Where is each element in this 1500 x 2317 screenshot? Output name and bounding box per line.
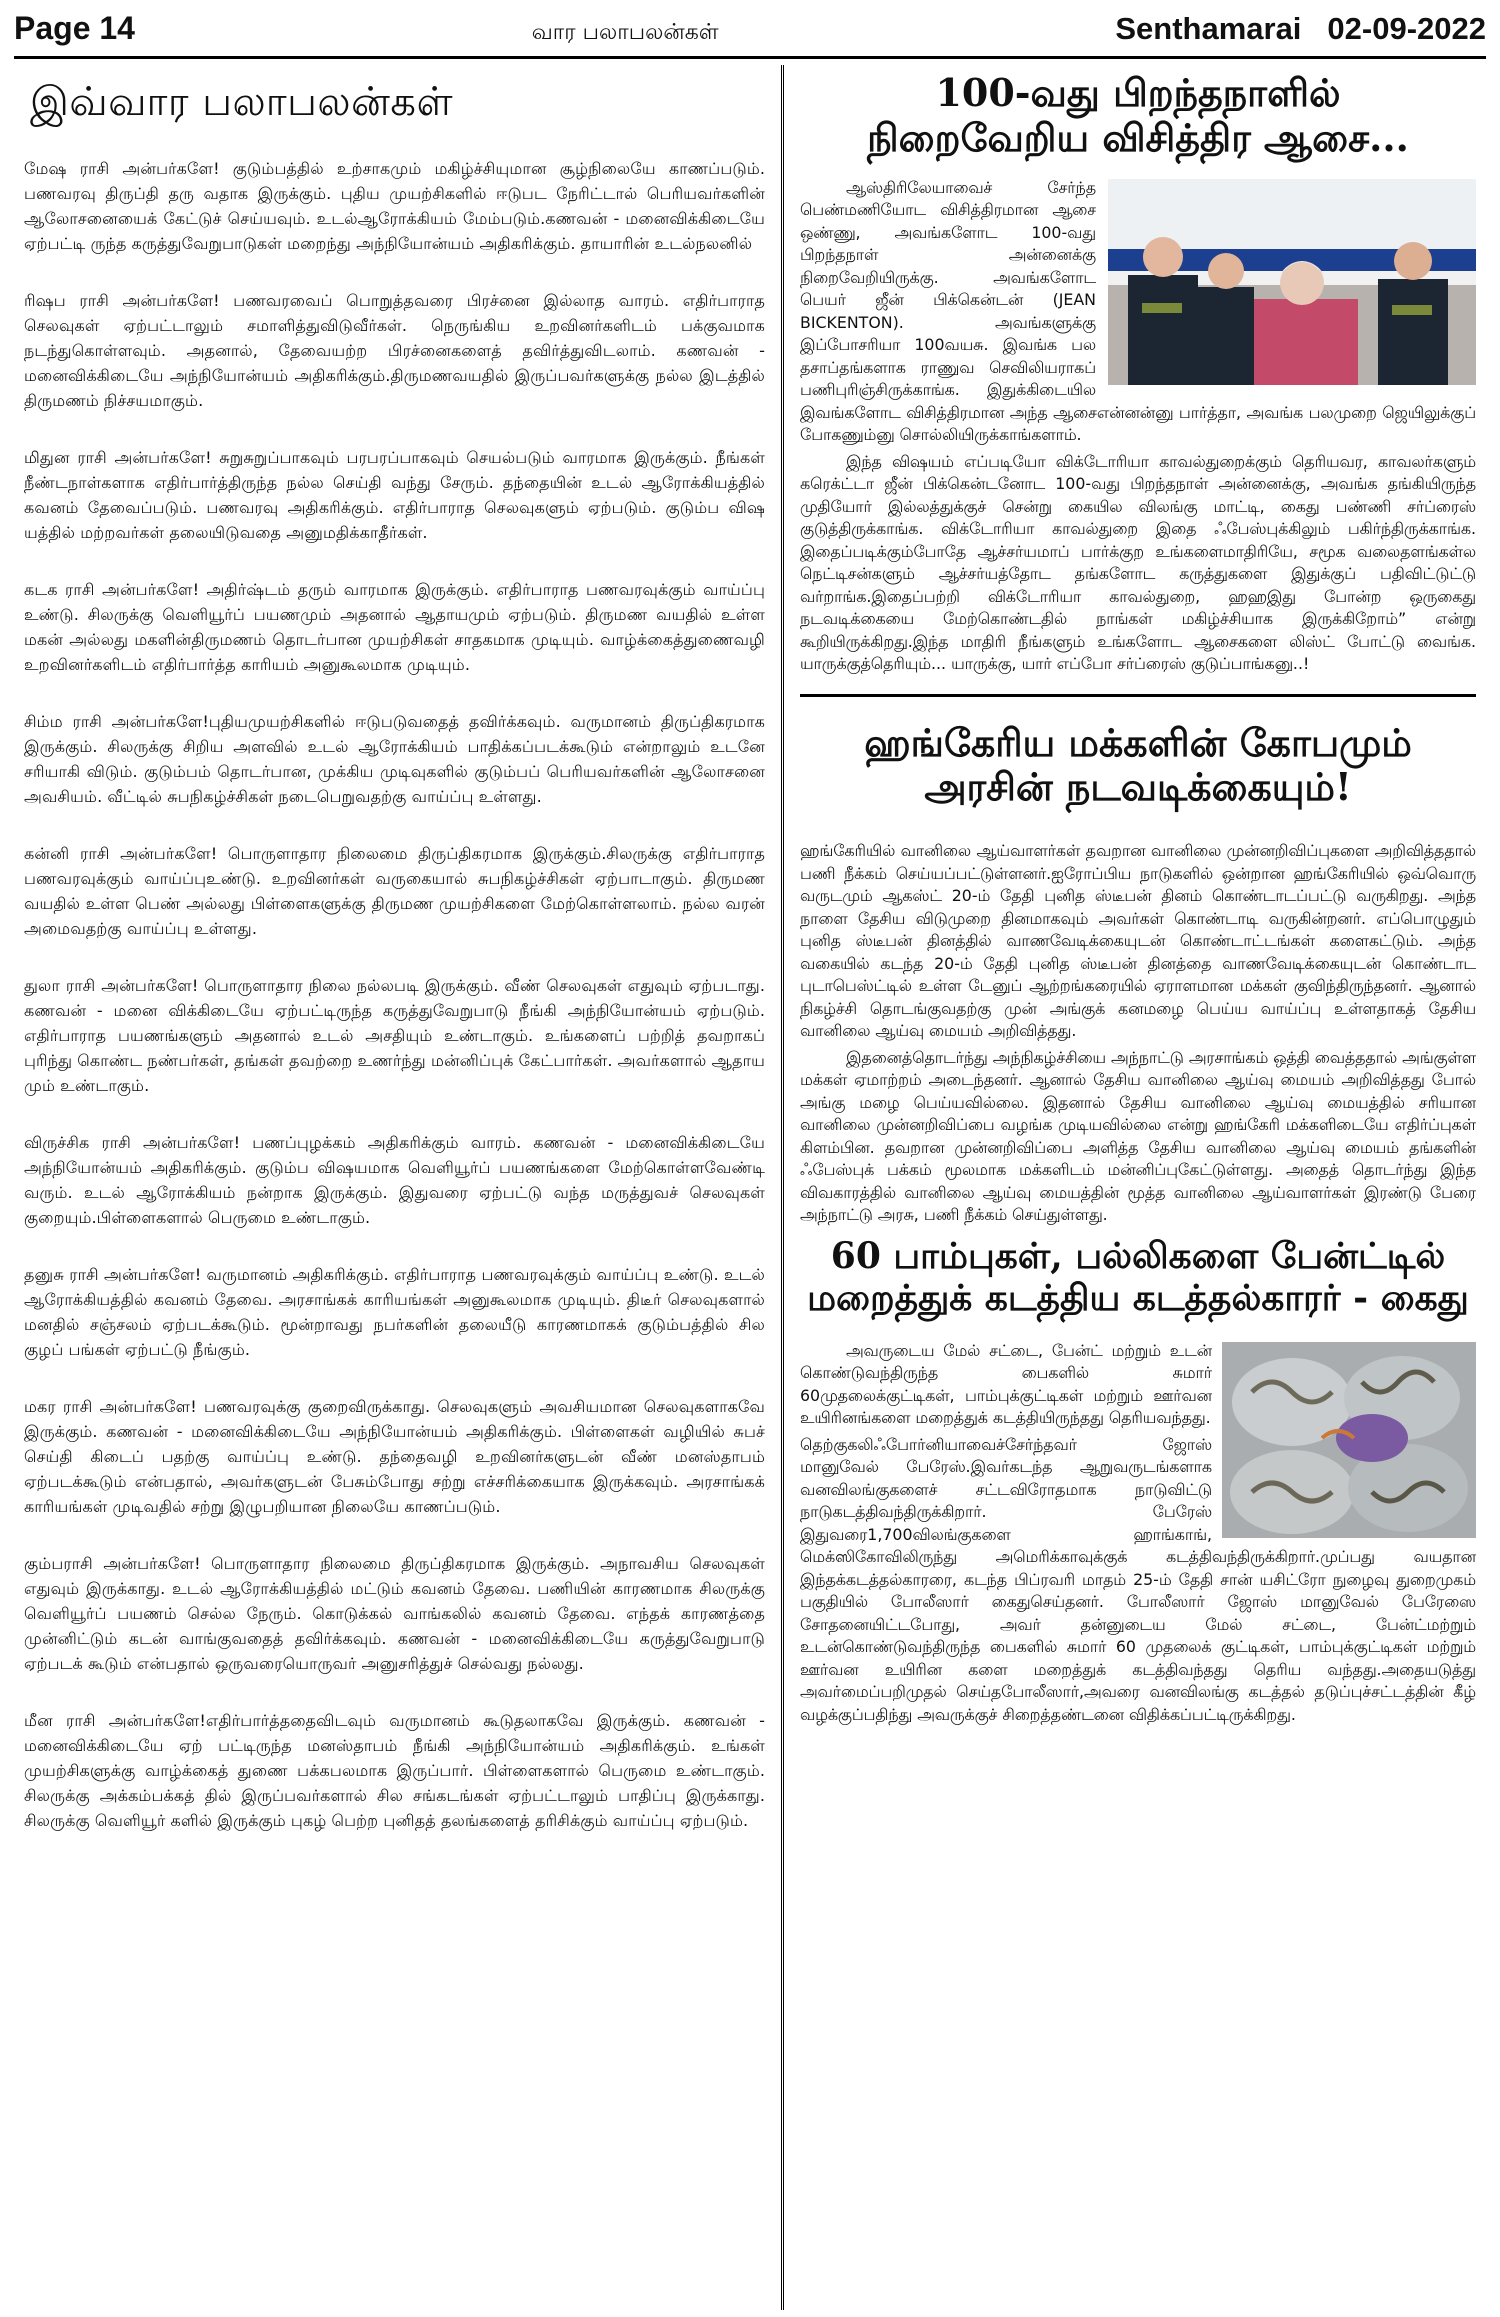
article-hungary-weather	[800, 721, 1476, 1227]
article-birthday-title	[800, 71, 1476, 161]
horoscope-paragraph-mithunam: மிதுன ராசி அன்பர்களே! சுறுசுறுப்பாகவும் பரபரப்பாகவும் செயல்படும் வாரமாக இருக்கும். நீங்கள் நீண்டநாள்களாக எதிர்பார்த்திருந்த நல்ல செய்தி வந்து சேரும். தந்தையின் உடல் ஆரோக்கியத்தில் கவனம் தேவைப்படும். பணவரவு அதிகரிக்கும். எதிர்பாராத செலவுகளும் ஏற்படும். குடும்ப விஷ யத்தில் மற்றவர்கள் தலையிடுவதை அனுமதிக்காதீர்கள்.	[24, 448, 765, 542]
article-birthday-paragraph-1: ஆஸ்திரிலேயாவைச் சேர்ந்த பெண்மணியோட விசித்திரமான ஆசை ஒண்ணு, அவங்களோட 100-வது பிறந்தநாள் அன்னைக்கு நிறைவேறியிருக்கு. அவங்களோட பெயர் ஜீன் பிக்கென்டன் (JEAN BICKENTON). அவங்களுக்கு இப்போசரியா 100வயசு. இவங்க பல தசாப்தங்களாக ராணுவ செவிலியராகப் பணிபுரிஞ்சிருக்காங்க. இதுக்கிடையில இவங்களோட விசித்திரமான அந்த ஆசைஎன்னன்னு பார்த்தா, அவங்க பலமுறை ஜெயிலுக்குப் போகணும்னு சொல்லியிருக்காங்களாம்.	[800, 177, 1476, 445]
article-snake-body	[800, 1340, 1476, 1727]
article-snake-photo	[1222, 1342, 1476, 1538]
article-snake-title-line-2: மறைத்துக் கடத்திய கடத்தல்காரர் - கைது	[807, 1277, 1469, 1320]
police-photo-image	[1108, 179, 1476, 385]
horoscope-paragraph-simmam: சிம்ம ராசி அன்பர்களே!புதியமுயற்சிகளில் ஈடுபடுவதைத் தவிர்க்கவும். வருமானம் திருப்திகரமாக இருக்கும். சிலருக்கு சிறிய அளவில் உடல் ஆரோக்கியம் பாதிக்கப்படக்கூடும் என்றாலும் உடனே சரியாகி விடும். குடும்பம் தொடர்பான, முக்கிய முடிவுகளில் குடும்பப் பெரியவர்களின் ஆலோசனை அவசியம். வீட்டில் சுபநிகழ்ச்சிகள் நடைபெறுவதற்கு வாய்ப்பு உள்ளது.	[24, 712, 765, 806]
article-hungary-title-line-1: ஹங்கேரிய மக்களின் கோபமும்	[864, 719, 1412, 765]
horoscope-paragraph-dhanusu: தனுசு ராசி அன்பர்களே! வருமானம் அதிகரிக்கும். எதிர்பாராத பணவரவுக்கும் வாய்ப்பு உண்டு. உடல் ஆரோக்கியத்தில் கவனம் தேவை. அரசாங்கக் காரியங்கள் அனுகூலமாக முடியும். திடீர் செலவுகளால் மனதில் சஞ்சலம் ஏற்படக்கூடும். மூன்றாவது நபர்களின் தலையீடு காரணமாகக் குடும்பத்தில் சில குழப் பங்கள் ஏற்பட்டு நீங்கும்.	[24, 1265, 765, 1359]
horoscope-paragraph-kanni: கன்னி ராசி அன்பர்களே! பொருளாதார நிலைமை திருப்திகரமாக இருக்கும்.சிலருக்கு எதிர்பாராத பணவரவுக்கும் வாய்ப்புஉண்டு. உறவினர்கள் வருகையால் சுபநிகழ்ச்சிகள் ஏற்பாடாகும். திருமண வயதில் உள்ள பெண் அல்லது பிள்ளைகளுக்கு திருமண முயற்சிகளை மேற்கொள்ளலாம். நல்ல வரன் அமைவதற்கு வாய்ப்பு உள்ளது.	[24, 844, 765, 938]
horoscope-paragraph-viruchigam: விருச்சிக ராசி அன்பர்களே! பணப்புழக்கம் அதிகரிக்கும் வாரம். கணவன் - மனைவிக்கிடையே அந்நியோன்யம் அதிகரிக்கும். குடும்ப விஷயமாக வெளியூர்ப் பயணங்களை மேற்கொள்ளவேண்டி வரும். உடல் ஆரோக்கியம் நன்றாக இருக்கும். இதுவரை ஏற்பட்டு வந்த மருத்துவச் செலவுகள் குறையும்.பிள்ளைகளால் பெருமை உண்டாகும்.	[24, 1133, 765, 1227]
article-birthday-paragraph-2: இந்த விஷயம் எப்படியோ விக்டோரியா காவல்துறைக்கும் தெரியவர, காவலர்களும் கரெக்ட்டா ஜீன் பிக்கென்டனோட 100-வது பிறந்தநாள் அன்னைக்கு, அவங்க தங்கியிருந்த முதியோர் இல்லத்துக்குச் சென்று கையில விலங்கு மாட்டி, கைது பண்ணி சர்ப்ரைஸ் குடுத்திருக்காங்க. விக்டோரியா காவல்துறை இதை ஃபேஸ்புக்கிலும் பகிர்ந்திருக்காங்க. இதைப்படிக்கும்போதே ஆச்சர்யமாப் பார்க்குற உங்களைமாதிரியே, சமூக வலைதளங்கள்ல நெட்டிசன்களும் ஆச்சர்யத்தோட தங்களோட கருத்துகளை இதுக்குப் பதிவிட்டுட்டு வர்றாங்க.இதைப்பற்றி விக்டோரியா காவல்துறை, ஹஹஇது போன்ற ஒருகைது நடவடிக்கையை மேற்கொண்டதில் நாங்கள் மகிழ்ச்சியாக இருக்கிறோம்” என்று கூறியிருக்கிறது.இந்த மாதிரி நீங்களும் உங்களோட ஆசைகளை லிஸ்ட் போட்டு வைங்க. யாருக்குத்தெரியும்... யாருக்கு, யார் எப்போ சர்ப்ரைஸ் குடுப்பாங்கனு..!	[800, 451, 1476, 674]
article-hungary-paragraph-2: இதனைத்தொடர்ந்து அந்நிகழ்ச்சியை அந்நாட்டு அரசாங்கம் ஒத்தி வைத்ததால் அங்குள்ள மக்கள் ஏமாற்றம் அடைந்தனர். ஆனால் தேசிய வானிலை ஆய்வு மையம் அறிவித்தது போல் அங்கு மழை பெய்யவில்லை. இதனால் தேசிய வானிலை ஆய்வு மையத்தில் சரியான வானிலை முன்னறிவிப்பை வழங்க முடியவில்லை என்று ஹங்கேரி மக்களிடையே எதிர்ப்புகள் கிளம்பின. தவறான முன்னறிவிப்பை அளித்த தேசிய வானிலை ஆய்வு மையம் தங்களின் ஃபேஸ்புக் பக்கம் மூலமாக மக்களிடம் மன்னிப்புகேட்டுள்ளது. அதைத் தொடர்ந்து இந்த விவகாரத்தில் வானிலை ஆய்வு மையத்தின் மூத்த வானிலை ஆய்வாளர்கள் இரண்டு பேரை அந்நாட்டு அரசு, பணி நீக்கம் செய்துள்ளது.	[800, 1047, 1476, 1225]
issue-date: 02-09-2022	[1327, 11, 1486, 46]
article-birthday-title-line-2: நிறைவேறிய விசித்திர ஆசை...	[867, 114, 1409, 160]
news-column	[784, 65, 1476, 2310]
section-name: வார பலாபலன்கள்	[531, 20, 719, 45]
article-hungary-paragraph-1: ஹங்கேரியில் வானிலை ஆய்வாளர்கள் தவறான வானிலை முன்னறிவிப்புகளை அறிவித்ததால் பணி நீக்கம் செய்யப்பட்டுள்ளனர்.ஐரோப்பிய நாடுகளில் ஒன்றான ஹங்கேரியில் ஒவ்வொரு வருடமும் ஆகஸ்ட் 20-ம் தேதி புனித ஸ்டீபன் தினம் கொண்டாடப்பட்டு வருகிறது. அந்த நாளை தேசிய விடுமுறை தினமாகவும் அவர்கள் கொண்டாடி வருகின்றனர். எப்பொழுதும் புனித ஸ்டீபன் தினத்தில் வாணவேடிக்கையுடன் கொண்டாட்டங்கள் களைகட்டும். அந்த வகையில் கடந்த 20-ம் தேதி புனித ஸ்டீபன் தினத்தை வாணவேடிக்கையுடன் கொண்டாட புடாபெஸ்ட்டில் உள்ள டேனுப் ஆற்றங்கரையில் ஏராளமான மக்கள் குவிந்திருந்தனர். ஆனால் நிகழ்ச்சி தொடங்குவதற்கு முன் அங்குக் கனமழை பெய்ய வாய்ப்பு உள்ளதாகத் தேசிய வானிலை ஆய்வு மையம் அறிவித்தது.	[800, 841, 1476, 1041]
page-columns	[14, 65, 1486, 2310]
horoscope-paragraph-meenam: மீன ராசி அன்பர்களே!எதிர்பார்த்ததைவிடவும் வருமானம் கூடுதலாகவே இருக்கும். கணவன் - மனைவிக்கிடையே ஏற் பட்டிருந்த மனஸ்தாபம் நீங்கி அந்நியோன்யம் அதிகரிக்கும். உங்கள் முயற்சிகளுக்கு வாழ்க்கைத் துணை பக்கபலமாக இருப்பார். பிள்ளைகளால் பெருமை உண்டாகும். சிலருக்கு அக்கம்பக்கத் தில் இருப்பவர்களால் சில சங்கடங்கள் ஏற்பட்டாலும் பாதிப்பு இருக்காது. சிலருக்கு வெளியூர் களில் இருக்கும் புகழ் பெற்ற புனிதத் தலங்களைத் தரிசிக்கும் வாய்ப்பு ஏற்படும்.	[24, 1711, 765, 1830]
page-number: Page 14	[14, 10, 135, 46]
horoscope-paragraph-thulam: துலா ராசி அன்பர்களே! பொருளாதார நிலை நல்லபடி இருக்கும். வீண் செலவுகள் எதுவும் ஏற்படாது. கணவன் - மனை விக்கிடையே ஏற்பட்டிருந்த கருத்துவேறுபாடு நீங்கி அந்நியோன்யம் ஏற்படும். எதிர்பாராத பயணங்களும் அதனால் உடல் அசதியும் உண்டாகும். உங்களைப் பற்றித் தவறாகப் புரிந்து கொண்ட நண்பர்கள், தங்கள் தவற்றை உணர்ந்து மன்னிப்புக் கேட்பார்கள். அவர்களால் ஆதாய மும் உண்டாகும்.	[24, 976, 765, 1095]
article-birthday-title-line-1: 100-வது பிறந்தநாளில்	[935, 70, 1341, 115]
horoscope-body	[24, 156, 765, 1833]
article-snake-paragraph-1: அவருடைய மேல் சட்டை, பேன்ட் மற்றும் உடன் கொண்டுவந்திருந்த பைகளில் சுமார் 60முதலைக்குட்டிகள், பாம்புக்குட்டிகள் மற்றும் ஊர்வன உயிரினங்களை மறைத்துக் கடத்தியிருந்தது தெரியவந்தது.	[800, 1340, 1212, 1428]
horoscope-paragraph-kumbam: கும்பராசி அன்பர்களே! பொருளாதார நிலைமை திருப்திகரமாக இருக்கும். அநாவசிய செலவுகள் எதுவும் இருக்காது. உடல் ஆரோக்கியத்தில் மட்டும் கவனம் தேவை. பணியின் காரணமாக சிலருக்கு வெளியூர்ப் பயணம் செல்ல நேரும். கொடுக்கல் வாங்கலில் கவனம் தேவை. எந்தக் காரணத்தை முன்னிட்டும் கடன் வாங்குவதைத் தவிர்க்கவும். கணவன் - மனைவிக்கிடையே கருத்துவேறுபாடு ஏற்படக் கூடும் என்பதால் ஒருவரையொருவர் அனுசரித்துச் செல்வது நல்லது.	[24, 1554, 765, 1673]
article-snake-paragraph-2: தெற்குகலிஃபோர்னியாவைச்சேர்ந்தவர் ஜோஸ் மானுவேல் பேரேஸ்.இவர்கடந்த ஆறுவருடங்களாக வனவிலங்குகளைச் சட்டவிரோதமாக நாடுவிட்டு நாடுகடத்திவந்திருக்கிறார். பேரேஸ் இதுவரை1,700விலங்குகளை ஹாங்காங், மெக்ஸிகோவிலிருந்து அமெரிக்காவுக்குக் கடத்திவந்திருக்கிறார்.முப்பது வயதான இந்தக்கடத்தல்காரரை, கடந்த பிப்ரவரி மாதம் 25-ம் தேதி சான் யசிட்ரோ நுழைவு துறைமுகம் பகுதியில் போலீஸார் கைதுசெய்தனர். போலீஸார் ஜோஸ் மானுவேல் பேரேஸை சோதனையிட்டபோது, அவர் தன்னுடைய மேல் சட்டை, பேன்ட்மற்றும் உடன்கொண்டுவந்திருந்த பைகளில் சுமார் 60 முதலைக் குட்டிகள், பாம்புக்குட்டிகள் மற்றும் ஊர்வன உயிரின களை மறைத்துக் கடத்திவந்தது தெரிய வந்தது.அதையடுத்து அவர்மைப்பறிமுதல் செய்தபோலீஸார்,அவரை வனவிலங்கு கடத்தல் தடுப்புச்சட்டத்தின் கீழ் வழக்குப்பதிந்து அவருக்குச் சிறைத்தண்டனை விதிக்கப்பட்டிருக்கிறது.	[800, 1434, 1476, 1724]
paper-name: Senthamarai	[1115, 11, 1302, 46]
horoscope-paragraph-rishabam: ரிஷப ராசி அன்பர்களே! பணவரவைப் பொறுத்தவரை பிரச்னை இல்லாத வாரம். எதிர்பாராத செலவுகள் ஏற்பட்டாலும் சமாளித்துவிடுவீர்கள். நெருங்கிய உறவினர்களிடம் பக்குவமாக நடந்துகொள்ளவும். அதனால், தேவையற்ற பிரச்னைகளைத் தவிர்த்துவிடலாம். கணவன் - மனைவிக்கிடையே அந்நியோன்யம் அதிகரிக்கும்.திருமணவயதில் இருப்பவர்களுக்கு நல்ல இடத்தில் திருமணம் நிச்சயமாகும்.	[24, 291, 765, 410]
horoscope-paragraph-mesham: மேஷ ராசி அன்பர்களே! குடும்பத்தில் உற்சாகமும் மகிழ்ச்சியுமான சூழ்நிலையே காணப்படும். பணவரவு திருப்தி தரு வதாக இருக்கும். புதிய முயற்சிகளில் ஈடுபட நேரிட்டால் பெரியவர்களின் ஆலோசனையைக் கேட்டுச் செய்யவும். உடல்ஆரோக்கியம் மேம்படும்.கணவன் - மனைவிக்கிடையே ஏற்பட்டி ருந்த கருத்துவேறுபாடுகள் மறைந்து அந்நியோன்யம் அதிகரிக்கும். தாயாரின் உடல்நலனில்	[24, 159, 765, 253]
masthead	[1115, 11, 1486, 47]
article-snake-title-line-1: 60 பாம்புகள், பல்லிகளை பேன்ட்டில்	[830, 1234, 1446, 1277]
page-header	[14, 10, 1486, 59]
article-birthday-photo	[1108, 179, 1476, 385]
horoscope-paragraph-magaram: மகர ராசி அன்பர்களே! பணவரவுக்கு குறைவிருக்காது. செலவுகளும் அவசியமான செலவுகளாகவே இருக்கும். கணவன் - மனைவிக்கிடையே அந்நியோன்யம் அதிகரிக்கும். பிள்ளைகள் வழியில் சுபச் செய்தி கிடைப் பதற்கு வாய்ப்பு உண்டு. தந்தைவழி உறவினர்களுடன் வீண் மனஸ்தாபம் ஏற்படக்கூடும் என்பதால், அவர்களுடன் பேசும்போது சற்று எச்சரிக்கையாக இருக்கவும். அரசாங்கக் காரியங்கள் முடிவதில் சற்று இழுபறியான நிலையே காணப்படும்.	[24, 1397, 765, 1516]
article-birthday-arrest	[800, 71, 1476, 697]
horoscope-column	[14, 65, 784, 2310]
article-hungary-title-line-2: அரசின் நடவடிக்கையும்!	[924, 764, 1352, 810]
horoscope-title: இவ்வார பலாபலன்கள்	[30, 79, 454, 125]
horoscope-paragraph-kadagam: கடக ராசி அன்பர்களே! அதிர்ஷ்டம் தரும் வாரமாக இருக்கும். எதிர்பாராத பணவரவுக்கும் வாய்ப்பு உண்டு. சிலருக்கு வெளியூர்ப் பயணமும் அதனால் ஆதாயமும் ஏற்படும். திருமண வயதில் உள்ள மகன் அல்லது மகளின்திருமணம் தொடர்பான முயற்சிகள் சாதகமாக முடியும். வாழ்க்கைத்துணைவழி உறவினர்களிடம் எதிர்பார்த்த காரியம் அனுகூலமாக முடியும்.	[24, 580, 765, 674]
article-birthday-body	[800, 177, 1476, 676]
article-snake-title	[800, 1235, 1476, 1320]
snakes-photo-image	[1222, 1342, 1476, 1538]
article-hungary-title	[800, 721, 1476, 811]
article-snake-smuggler	[800, 1235, 1476, 1726]
article-hungary-body	[800, 840, 1476, 1227]
